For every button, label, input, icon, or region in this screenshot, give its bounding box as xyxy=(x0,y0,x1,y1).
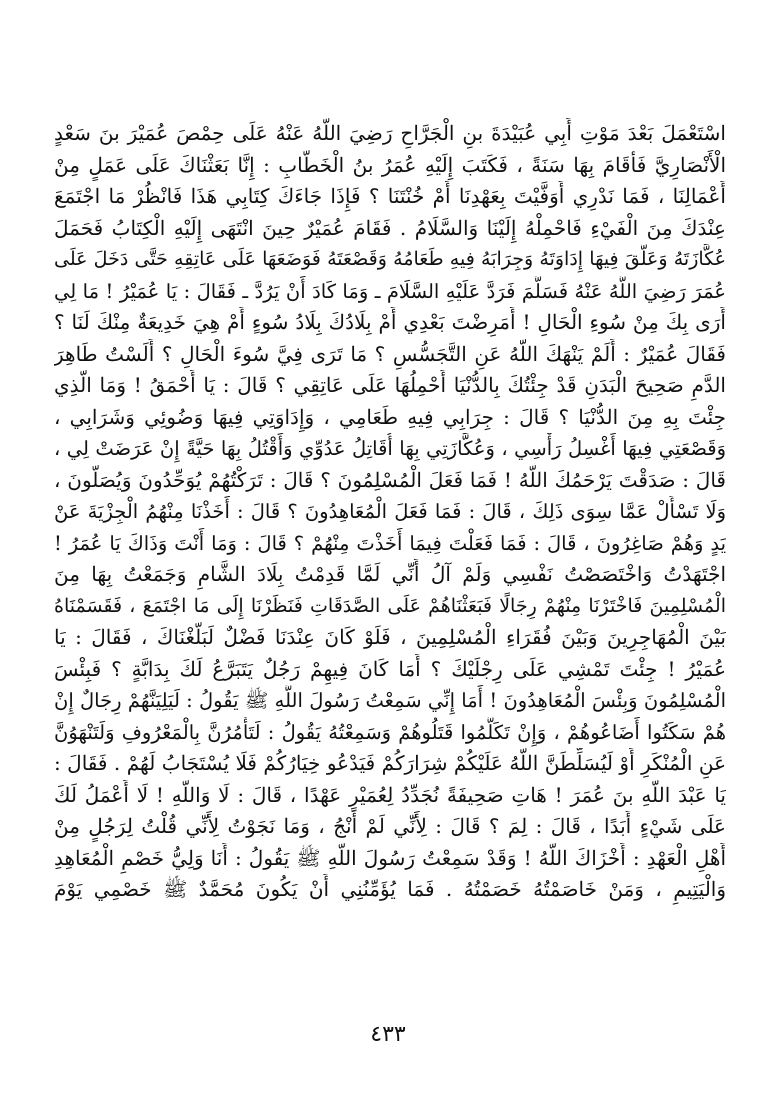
text-line: وَقَصْعَتِي فِيهَا أَغْسِلُ رَأْسِي ، وَعُكَّازَتِي بِهَا أُقَاتِلُ عَدُوِّي وَأَقْتُلُ بِهَا حَيَّةً إِنْ عَرَضَتْ لِي ، xyxy=(54,437,726,460)
text-line: أَهْلِ الْعَهْدِ : أَخْزَاكَ اللَّهُ ! وَقَدْ سَمِعْتُ رَسُولَ اللَّهِ ﷺ يَقُولُ : أَنَا وَلِيُّ خَصْمِ الْمُعَاهِدِ xyxy=(54,845,726,870)
text-line: أَعْمَالِنَا ، فَمَا نَدْرِي أَوَفَّيْتَ بِعَهْدِنَا أَمْ خُنْتَنَا ؟ فَإِذَا جَاءَكَ كِتَابِي هَذَا فَانْظُرْ مَا اجْتَمَعَ xyxy=(54,184,726,208)
text-line: هُمْ سَكَتُوا أَضَاعُوهُمْ ، وَإِنْ تَكَلَّمُوا قَتَلُوهُمْ وَسَمِعْتُهُ يَقُولُ : لَتَأْمُرُنَّ بِالْمَعْرُوفِ وَلَتَنْهَوُنَّ xyxy=(54,720,726,744)
text-line: عُكَّازَتَهُ وَعَلَّقَ فِيهَا إِدَاوَتَهُ وَجِرَابَهُ فِيهِ طَعَامُهُ وَقَصْعَتَهُ فَوَضَعَهَا عَلَى عَاتِقِهِ حَتَّى دَخَلَ عَلَى xyxy=(54,248,726,270)
text-line: وَالْيَتِيمِ ، وَمَنْ خَاصَمْتُهُ خَصَمْتُهُ . فَمَا يُؤَمِّنُنِي أَنْ يَكُونَ مُحَمَّدٌ ﷺ خَصْمِي يَوْمَ xyxy=(54,877,726,901)
text-line: يَدٍ وَهُمْ صَاغِرُونَ ، قَالَ : فَمَا فَعَلْتَ فِيمَا أَخَذْتَ مِنْهُمْ ؟ قَالَ : وَمَا أَنْتَ وَذَاكَ يَا عُمَرُ ! xyxy=(54,531,726,555)
text-line: يَا عَبْدَ اللَّهِ بنَ عُمَرَ ! هَاتِ صَحِيفَةً نُجَدِّدُ لِعُمَيْرٍ عَهْدًا ، قَالَ : لَا وَاللَّهِ ! لَا أَعْمَلُ لَكَ xyxy=(54,782,726,807)
page-body-text xyxy=(54,118,726,906)
text-line: اجْتَهَدْتُ وَاخْتَصَصْتُ نَفْسِي وَلَمْ آلُ أَنِّي لَمَّا قَدِمْتُ بِلَادَ الشَّامِ وَجَمَعْتُ بِهَا مِنَ xyxy=(54,562,726,586)
text-line: الْمُسْلِمِينَ فَاخْتَرْنَا مِنْهُمْ رِجَالًا فَبَعَثْنَاهُمْ عَلَى الصَّدَقَاتِ فَنَظَرْنَا إِلَى مَا اجْتَمَعَ ، فَقَسَمْنَاهُ xyxy=(54,594,726,617)
text-line: عُمَيْرُ ! جِئْتَ تَمْشِي عَلَى رِجْلَيْكَ ؟ أَمَا كَانَ فِيهِمْ رَجُلٌ يَتَبَرَّعُ لَكَ بِدَابَّةٍ ؟ فَبِئْسَ xyxy=(54,656,726,681)
text-line: جِئْتَ بِهِ مِنَ الدُّنْيَا ؟ قَالَ : جِرَابِي فِيهِ طَعَامِي ، وَإِدَاوَتِي فِيهَا وَضُوئِي وَشَرَابِي ، xyxy=(54,404,726,429)
text-line: عَنِ الْمُنْكَرِ أَوْ لَيُسَلِّطَنَّ اللَّهُ عَلَيْكُمْ شِرَارَكُمْ فَيَدْعُو خِيَارُكُمْ فَلَا يُسْتَجَابُ لَهُمْ . فَقَالَ : xyxy=(54,751,726,775)
page-number: ٤٣٣ xyxy=(370,1022,406,1047)
text-line: الْمُسْلِمُونَ وَبِئْسَ الْمُعَاهِدُونَ ! أَمَا إِنِّي سَمِعْتُ رَسُولَ اللَّهِ ﷺ يَقُولُ : لَيَلِيَنَّهُمْ رِجَالٌ إِنْ xyxy=(54,689,726,712)
text-line: عَلَى شَيْءٍ أَبَدًا ، قَالَ : لِمَ ؟ قَالَ : لِأَنِّي لَمْ أَنْجُ ، وَمَا نَجَوْتُ لِأَنِّي قُلْتُ لِرَجُلٍ مِنْ xyxy=(54,814,726,838)
text-line: الدَّمِ صَحِيحَ الْبَدَنِ قَدْ جِئْتُكَ بِالدُّنْيَا أَحْمِلُهَا عَلَى عَاتِقِي ؟ قَالَ : يَا أَحْمَقُ ! وَمَا الَّذِي xyxy=(54,373,726,397)
text-line: قَالَ : صَدَقْتَ يَرْحَمُكَ اللَّهُ ! فَمَا فَعَلَ الْمُسْلِمُونَ ؟ قَالَ : تَرَكْتُهُمْ يُوَحِّدُونَ وَيُصَلُّونَ ، xyxy=(54,467,726,492)
text-line: عِنْدَكَ مِنَ الْفَيْءِ فَاحْمِلْهُ إِلَيْنَا وَالسَّلَامُ . فَقَامَ عُمَيْرٌ حِينَ انْتَهَى إِلَيْهِ الْكِتَابُ فَحَمَلَ xyxy=(54,215,726,240)
text-line: الْأَنْصَارِيَّ فَأَقَامَ بِهَا سَنَةً ، فَكَتَبَ إِلَيْهِ عُمَرُ بنُ الْخَطَّابِ : إِنَّا بَعَثْنَاكَ عَلَى عَمَلٍ مِنْ xyxy=(54,152,726,177)
text-line: أَرَى بِكَ مِنْ سُوءِ الْحَالِ ! أَمَرِضْتَ بَعْدِي أَمْ بِلَادُكَ بِلَادُ سُوءٍ أَمْ هِيَ خَدِيعَةٌ مِنْكَ لَنَا ؟ xyxy=(54,310,726,334)
text-line: فَقَالَ عُمَيْرٌ : أَلَمْ يَنْهَكَ اللَّهُ عَنِ التَّجَسُّسِ ؟ مَا تَرَى فِيَّ سُوءَ الْحَالِ ؟ أَلَسْتُ طَاهِرَ xyxy=(54,341,726,366)
text-line: اسْتَعْمَلَ بَعْدَ مَوْتِ أَبِي عُبَيْدَةَ بنِ الْجَرَّاحِ رَضِيَ اللَّهُ عَنْهُ عَلَى حِمْصَ عُمَيْرَ بنَ سَعْدٍ xyxy=(54,121,726,145)
text-line: بَيْنَ الْمُهَاجِرِينَ وَبَيْنَ فُقَرَاءِ الْمُسْلِمِينَ ، فَلَوْ كَانَ عِنْدَنَا فَضْلٌ لَبَلَّغْنَاكَ ، فَقَالَ : يَا xyxy=(54,625,726,649)
text-line: وَلَا تَسْأَلْ عَمَّا سِوَى ذَلِكَ ، قَالَ : فَمَا فَعَلَ الْمُعَاهِدُونَ ؟ قَالَ : أَخَذْنَا مِنْهُمُ الْجِزْيَةَ عَنْ xyxy=(54,500,726,523)
text-line: عُمَرَ رَضِيَ اللَّهُ عَنْهُ فَسَلَّمَ فَرَدَّ عَلَيْهِ السَّلَامَ ـ وَمَا كَادَ أَنْ يَرُدَّ ـ فَقَالَ : يَا عُمَيْرُ ! مَا لِي xyxy=(54,279,726,303)
